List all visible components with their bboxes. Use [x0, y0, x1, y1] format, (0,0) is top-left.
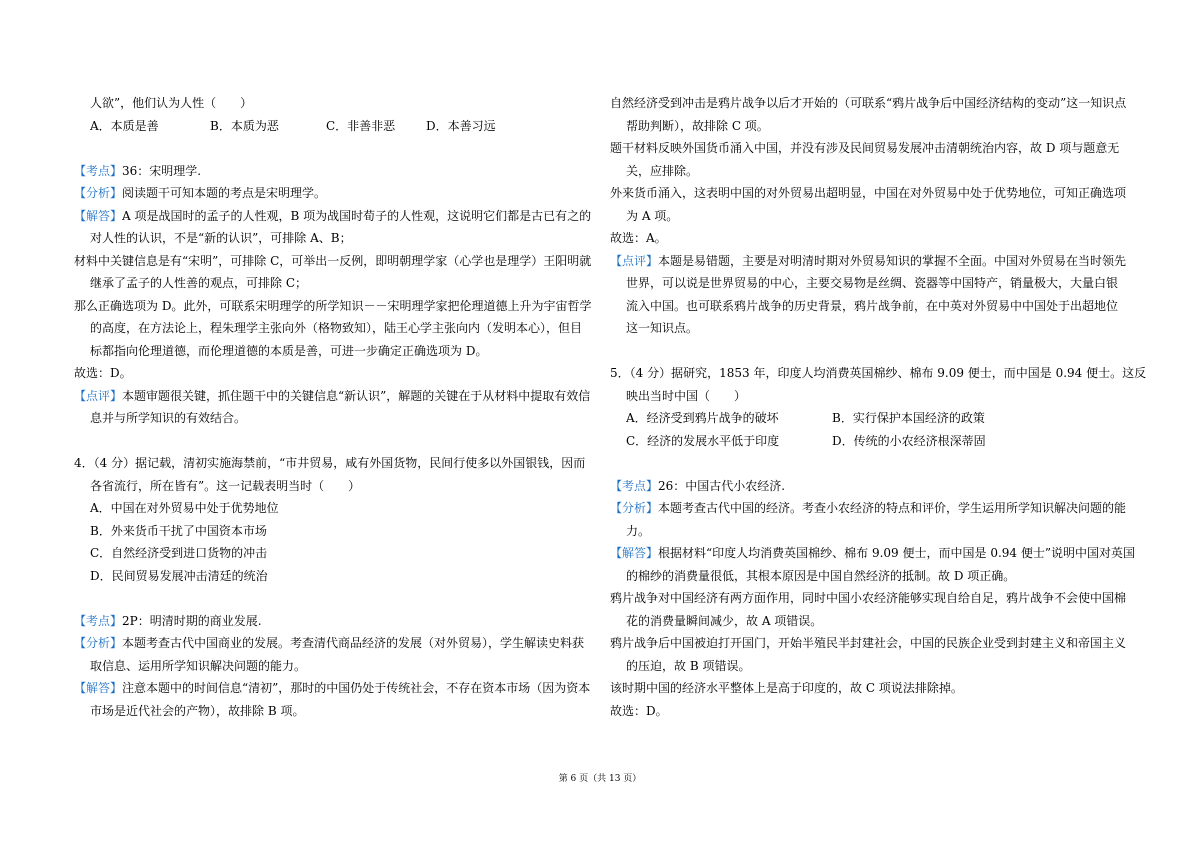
q5-jieda-line: 花的消费量瞬间减少，故 A 项错误。 [626, 613, 823, 628]
q5-jieda-line: 鸦片战争对中国经济有两方面作用，同时中国小农经济能够实现自给自足，鸦片战争不会使中国棉 [610, 591, 1127, 605]
jieda-tag: 【解答】 [610, 546, 659, 560]
question-5-stem-line: 映出当时中国（ ） [626, 388, 747, 403]
q3-jieda-line: 标都指向伦理道德，而伦理道德的本质是善，可进一步确定正确选项为 D。 [90, 343, 488, 358]
option-a: A．本质是善 [90, 118, 159, 133]
kaodian-tag: 【考点】 [74, 613, 123, 628]
q3-kaodian: 【考点】36：宋明理学. [74, 163, 202, 178]
q4-dianping: 【点评】本题是易错题，主要是对明清时期对外贸易知识的掌握不全面。中国对外贸易在当时领先 [610, 253, 1127, 268]
q3-jieda-line: 那么正确选项为 D。此外，可联系宋明理学的所学知识－－宋明理学家把伦理道德上升为宇宙哲学 [74, 298, 592, 313]
left-column [74, 92, 590, 722]
q4-fenxi-line: 取信息、运用所学知识解决问题的能力。 [90, 658, 307, 673]
q4-option-c: C．自然经济受到进口货物的冲击 [90, 546, 268, 560]
q5-jieda-line: 的压迫，故 B 项错误。 [626, 658, 751, 673]
q3-jieda-line: 的高度，在方法论上，程朱理学主张向外（格物致知），陆王心学主张向内（发明本心），但目 [90, 321, 583, 335]
q4-option-b: B．外来货币干扰了中国资本市场 [90, 523, 267, 538]
question-4-stem: 4．（4 分）据记载，清初实施海禁前，“市井贸易，咸有外国货物，民间行使多以外国银钱，因而 [74, 456, 586, 470]
q5-option-c: C．经济的发展水平低于印度 [626, 433, 780, 448]
q5-fenxi: 【分析】本题考查古代中国的经济。考查小农经济的特点和评价，学生运用所学知识解决问题的能 [610, 501, 1127, 515]
q4-kaodian: 【考点】2P：明清时期的商业发展. [74, 613, 262, 628]
q4-dianping-line: 流入中国。也可联系鸦片战争的历史背景，鸦片战争前，在中英对外贸易中中国处于出超地位 [626, 298, 1119, 313]
q3-fenxi: 【分析】阅读题干可知本题的考点是宋明理学。 [74, 186, 327, 200]
question-3-continuation: 人欲”，他们认为人性（ ） [90, 96, 253, 110]
q4-jieda-line: 题干材料反映外国货币涌入中国，并没有涉及民间贸易发展冲击清朝统治内容，故 D 项与题意无 [610, 141, 1120, 155]
q4-jieda-line: 为 A 项。 [626, 208, 679, 223]
q4-answer: 故选：A。 [610, 231, 667, 245]
q4-jieda-line: 市场是近代社会的产物），故排除 B 项。 [90, 703, 305, 718]
q5-option-a: A．经济受到鸦片战争的破坏 [626, 411, 779, 425]
q3-jieda-line: 对人性的认识，不是“新的认识”，可排除 A、B； [90, 231, 352, 245]
q5-option-d: D．传统的小农经济根深蒂固 [832, 433, 986, 448]
q3-dianping: 【点评】本题审题很关键，抓住题干中的关键信息“新认识”，解题的关键在于从材料中提取有效信 [74, 388, 591, 403]
q4-dianping-line: 这一知识点。 [626, 321, 699, 335]
q5-answer: 故选：D。 [610, 703, 668, 718]
question-5-options-row-2 [610, 430, 1130, 453]
q5-jieda-line: 鸦片战争后中国被迫打开国门，开始半殖民半封建社会，中国的民族企业受到封建主义和帝国主义 [610, 636, 1127, 650]
option-b: B．本质为恶 [210, 118, 279, 133]
q4-option-d: D．民间贸易发展冲击清廷的统治 [90, 568, 268, 583]
jieda-tag: 【解答】 [74, 208, 123, 223]
question-4-stem-line: 各省流行，所在皆有”。这一记载表明当时（ ） [90, 478, 361, 493]
q4-jieda-line: 帮助判断），故排除 C 项。 [626, 118, 769, 133]
dianping-tag: 【点评】 [74, 388, 123, 403]
q3-answer: 故选：D。 [74, 366, 132, 380]
q5-option-b: B．实行保护本国经济的政策 [832, 411, 985, 425]
question-5-options-row-1 [610, 407, 1130, 430]
kaodian-tag: 【考点】 [610, 478, 659, 493]
q3-dianping-line: 息并与所学知识的有效结合。 [90, 411, 247, 425]
q4-option-a: A．中国在对外贸易中处于优势地位 [90, 501, 279, 515]
q4-jieda-line: 自然经济受到冲击是鸦片战争以后才开始的（可联系“鸦片战争后中国经济结构的变动”这一知识点 [610, 96, 1127, 110]
q4-jieda: 【解答】注意本题中的时间信息“清初”，那时的中国仍处于传统社会，不存在资本市场（因为资本 [74, 681, 591, 695]
q3-jieda-line: 继承了孟子的人性善的观点，可排除 C； [90, 276, 307, 290]
option-c: C．非善非恶 [326, 118, 396, 133]
option-d: D．本善习远 [426, 118, 496, 133]
q4-jieda-line: 关，应排除。 [626, 163, 699, 178]
q5-jieda: 【解答】根据材料“印度人均消费英国棉纱、棉布 9.09 便士，而中国是 0.94 便士”说明中国对英国 [610, 546, 1135, 560]
fenxi-tag: 【分析】 [74, 186, 123, 200]
q4-dianping-line: 世界，可以说是世界贸易的中心，主要交易物是丝绸、瓷器等中国特产，销量极大，大量白银 [626, 276, 1119, 290]
right-column [610, 92, 1147, 722]
question-3-options [74, 115, 590, 138]
q3-jieda-line: 材料中关键信息是有“宋明”，可排除 C，可举出一反例，即明朝理学家（心学也是理学）王阳明就 [74, 253, 592, 268]
q3-jieda: 【解答】A 项是战国时的孟子的人性观，B 项为战国时荀子的人性观，这说明它们都是古已有之的 [74, 208, 592, 223]
jieda-tag: 【解答】 [74, 681, 123, 695]
q4-jieda-line: 外来货币涌入，这表明中国的对外贸易出超明显，中国在对外贸易中处于优势地位，可知正确选项 [610, 186, 1127, 200]
kaodian-tag: 【考点】 [74, 163, 123, 178]
q5-jieda-line: 该时期中国的经济水平整体上是高于印度的，故 C 项说法排除掉。 [610, 681, 963, 695]
page-footer: 第 6 页（共 13 页） [558, 774, 642, 784]
q5-jieda-line: 的棉纱的消费量很低，其根本原因是中国自然经济的抵制。故 D 项正确。 [626, 568, 1016, 583]
dianping-tag: 【点评】 [610, 253, 659, 268]
fenxi-tag: 【分析】 [74, 636, 123, 650]
q5-fenxi-line: 力。 [626, 523, 651, 538]
question-5-stem: 5．（4 分）据研究，1853 年，印度人均消费英国棉纱、棉布 9.09 便士，而中国是 0.94 便士。这反 [610, 366, 1147, 380]
fenxi-tag: 【分析】 [610, 501, 659, 515]
q4-fenxi: 【分析】本题考查古代中国商业的发展。考查清代商品经济的发展（对外贸易），学生解读史料获 [74, 636, 585, 650]
q5-kaodian: 【考点】26：中国古代小农经济. [610, 478, 786, 493]
